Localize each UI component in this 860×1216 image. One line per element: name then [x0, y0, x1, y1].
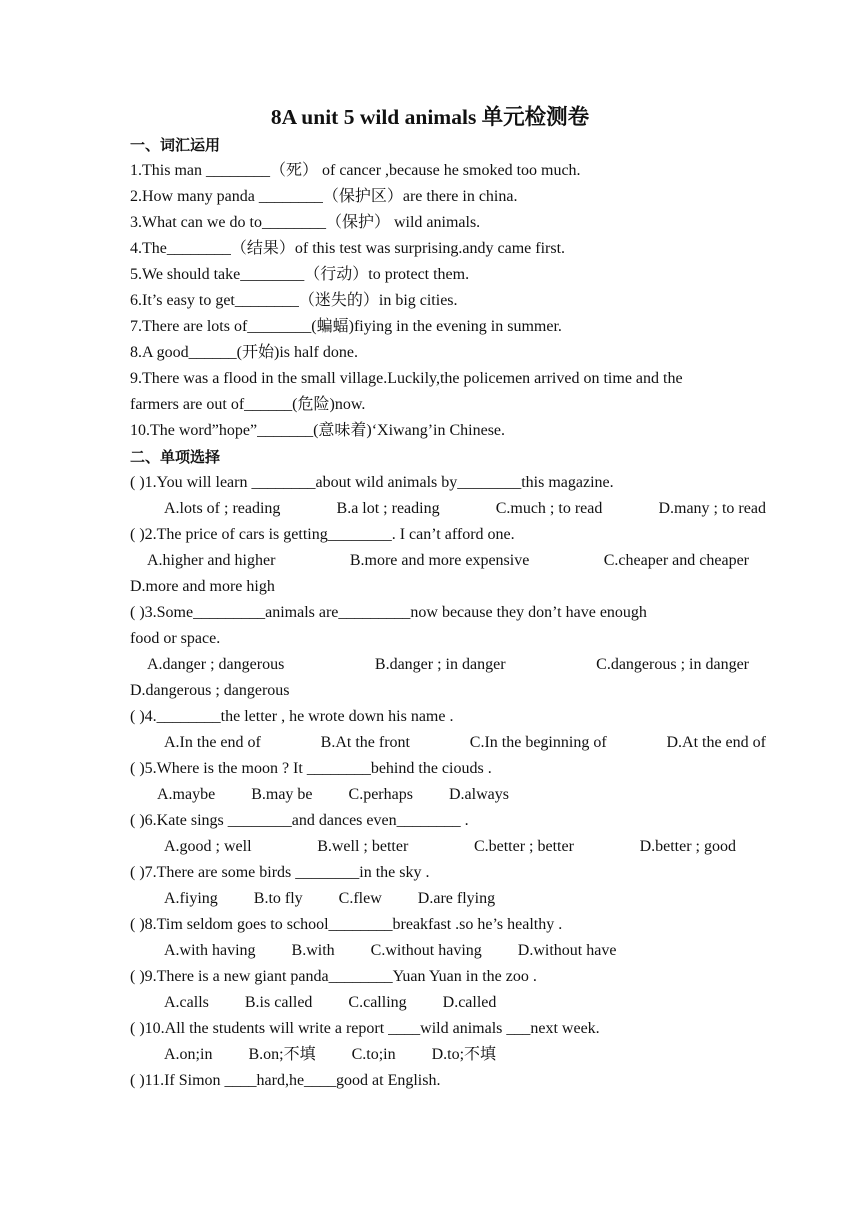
option-b: B.is called [244, 994, 313, 1011]
option-a: A.good ; well [164, 838, 252, 855]
question-3-options [130, 654, 749, 676]
question-11: ( )11.If Simon ____hard,he____good at English. [130, 1072, 441, 1089]
option-a: A.In the end of [164, 734, 261, 751]
question-10-options [130, 1044, 766, 1066]
section-heading-vocab: 一、词汇运用 [130, 136, 221, 154]
vocab-item: 9.There was a flood in the small village.Luckily,the policemen arrived on time and the [130, 370, 683, 387]
vocab-item: 5.We should take________（行动）to protect them. [130, 266, 470, 283]
option-c: C.to;in [351, 1046, 396, 1063]
option-d: D.called [442, 994, 497, 1011]
option-a: A.fiying [164, 890, 218, 907]
option-d: D.dangerous ; dangerous [130, 682, 290, 699]
option-d: D.better ; good [639, 838, 736, 855]
option-c: C.perhaps [348, 786, 413, 803]
option-b: B.on;不填 [248, 1046, 316, 1063]
option-a: A.on;in [164, 1046, 213, 1063]
question-6: ( )6.Kate sings ________and dances even________ . [130, 812, 469, 829]
option-c: C.better ; better [473, 838, 574, 855]
question-9-options [130, 992, 766, 1014]
option-c: C.dangerous ; in danger [596, 656, 749, 673]
option-c: C.flew [338, 890, 382, 907]
question-9: ( )9.There is a new giant panda________Yuan Yuan in the zoo . [130, 968, 537, 985]
vocab-item: 10.The word”hope”_______(意味着)‘Xiwang’in Chinese. [130, 422, 506, 439]
option-a: A.higher and higher [147, 552, 276, 569]
question-3: ( )3.Some_________animals are_________now because they don’t have enough [130, 604, 647, 621]
option-b: B.with [291, 942, 335, 959]
option-a: A.lots of ; reading [164, 500, 281, 517]
option-c: C.without having [370, 942, 482, 959]
question-3-continued: food or space. [130, 630, 221, 647]
question-1: ( )1.You will learn ________about wild animals by________this magazine. [130, 474, 614, 491]
option-c: C.calling [348, 994, 407, 1011]
option-b: B.to fly [253, 890, 303, 907]
option-b: B.may be [251, 786, 313, 803]
question-5-options [130, 784, 759, 806]
question-4-options [130, 732, 766, 754]
option-b: B.more and more expensive [349, 552, 530, 569]
option-d: D.always [448, 786, 509, 803]
vocab-item: 7.There are lots of________(蝙蝠)fiying in the evening in summer. [130, 318, 562, 335]
vocab-item-continued: farmers are out of______(危险)now. [130, 396, 366, 413]
question-2-options [130, 550, 749, 572]
vocab-item: 1.This man ________（死） of cancer ,because he smoked too much. [130, 162, 581, 179]
question-1-options [130, 498, 766, 520]
question-8: ( )8.Tim seldom goes to school________breakfast .so he’s healthy . [130, 916, 563, 933]
option-d: D.more and more high [130, 578, 275, 595]
option-c: C.much ; to read [495, 500, 603, 517]
question-7: ( )7.There are some birds ________in the sky . [130, 864, 430, 881]
question-5: ( )5.Where is the moon ? It ________behind the ciouds . [130, 760, 492, 777]
option-d: D.without have [517, 942, 617, 959]
section-heading-choice: 二、单项选择 [130, 448, 221, 466]
question-7-options [130, 888, 766, 910]
vocab-item: 8.A good______(开始)is half done. [130, 344, 358, 361]
option-a: A.with having [164, 942, 256, 959]
option-d: D.At the end of [666, 734, 766, 751]
vocab-item: 6.It’s easy to get________（迷失的）in big cities. [130, 292, 458, 309]
option-b: B.danger ; in danger [374, 656, 506, 673]
option-d: D.to;不填 [431, 1046, 497, 1063]
question-2: ( )2.The price of cars is getting________. I can’t afford one. [130, 526, 515, 543]
option-a: A.danger ; dangerous [147, 656, 285, 673]
vocab-item: 2.How many panda ________（保护区）are there in china. [130, 188, 518, 205]
question-6-options [130, 836, 736, 858]
option-c: C.cheaper and cheaper [603, 552, 749, 569]
option-a: A.maybe [157, 786, 216, 803]
vocab-item: 3.What can we do to________（保护） wild animals. [130, 214, 481, 231]
option-b: B.At the front [320, 734, 410, 751]
question-10: ( )10.All the students will write a report ____wild animals ___next week. [130, 1020, 600, 1037]
question-4: ( )4.________the letter , he wrote down his name . [130, 708, 454, 725]
vocab-item: 4.The________（结果）of this test was surprising.andy came first. [130, 240, 566, 257]
option-d: D.many ; to read [658, 500, 766, 517]
option-c: C.In the beginning of [469, 734, 607, 751]
page-title: 8A unit 5 wild animals 单元检测卷 [270, 105, 590, 129]
question-8-options [130, 940, 766, 962]
option-d: D.are flying [417, 890, 496, 907]
option-a: A.calls [164, 994, 209, 1011]
option-b: B.well ; better [317, 838, 409, 855]
option-b: B.a lot ; reading [336, 500, 440, 517]
